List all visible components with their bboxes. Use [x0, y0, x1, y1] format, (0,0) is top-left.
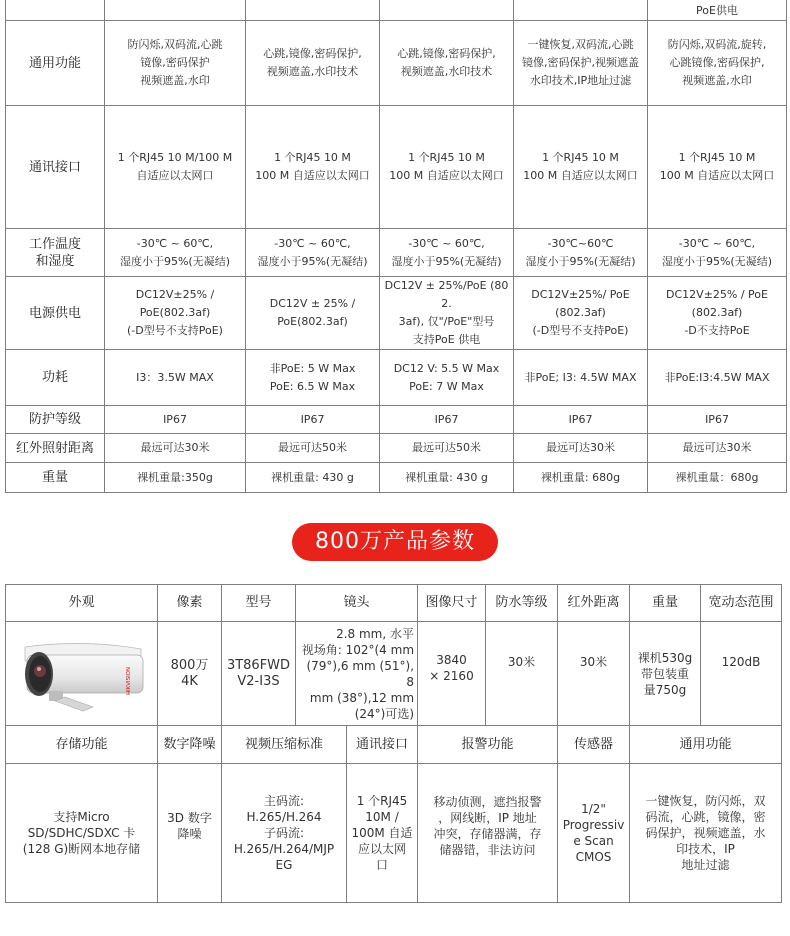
- header-cell: 报警功能: [418, 726, 558, 764]
- table-cell: 最远可达30米: [105, 434, 246, 463]
- interface-cell: 1 个RJ45 10M / 100M 自适 应以太网 口: [347, 764, 418, 903]
- table-cell: 心跳,镜像,密码保护, 视频遮盖,水印技术: [380, 21, 514, 106]
- table-row: [6, 585, 782, 622]
- table-cell: 裸机重量：680g: [648, 463, 787, 493]
- row-label: 防护等级: [6, 406, 105, 434]
- header-cell: 传感器: [558, 726, 630, 764]
- table-row: [6, 764, 782, 903]
- weight-cell: 裸机530g 带包装重 量750g: [630, 622, 701, 726]
- table-cell: 一键恢复,双码流,心跳 镜像,密码保护,视频遮盖 水印技术,IP地址过滤: [514, 21, 648, 106]
- table-cell: 防闪烁,双码流,心跳 镜像,密码保护 视频遮盖,水印: [105, 21, 246, 106]
- table-cell: 1 个RJ45 10 M 100 M 自适应以太网口: [246, 106, 380, 229]
- header-cell: 通讯接口: [347, 726, 418, 764]
- table-cell: -30℃ ~ 60℃, 湿度小于95%(无凝结): [105, 229, 246, 277]
- general-cell: 一键恢复，防闪烁，双 码流，心跳，镜像，密 码保护，视频遮盖，水 印技术，IP 地址过滤: [630, 764, 782, 903]
- row-label: 红外照射距离: [6, 434, 105, 463]
- table-row: [6, 0, 787, 21]
- pixel-cell: 800万 4K: [158, 622, 222, 726]
- table-cell: I3：3.5W MAX: [105, 350, 246, 406]
- row-label: 通讯接口: [6, 106, 105, 229]
- header-cell: 防水等级: [486, 585, 558, 622]
- table-cell: DC12V±25% / PoE (802.3af) -D不支持PoE: [648, 277, 787, 350]
- storage-cell: 支持Micro SD/SDHC/SDXC 卡 (128 G)断网本地存储: [6, 764, 158, 903]
- table-cell: 1 个RJ45 10 M 100 M 自适应以太网口: [380, 106, 514, 229]
- table-cell: DC12V ± 25% / PoE(802.3af): [246, 277, 380, 350]
- table-row: [6, 434, 787, 463]
- camera-image: [13, 633, 151, 715]
- header-cell: 像素: [158, 585, 222, 622]
- table-cell: DC12 V: 5.5 W Max PoE: 7 W Max: [380, 350, 514, 406]
- table-cell: IP67: [380, 406, 514, 434]
- image-size-cell: 3840 × 2160: [418, 622, 486, 726]
- table-cell: 裸机重量:350g: [105, 463, 246, 493]
- table-cell: DC12V ± 25%/PoE (802. 3af), 仅"/PoE"型号 支持PoE 供电: [380, 277, 514, 350]
- header-cell: 通用功能: [630, 726, 782, 764]
- header-cell: 重量: [630, 585, 701, 622]
- table-row: [6, 622, 782, 726]
- table-row: [6, 106, 787, 229]
- compression-cell: 主码流: H.265/H.264 子码流: H.265/H.264/MJP EG: [222, 764, 347, 903]
- table-cell: -30℃~60℃ 湿度小于95%(无凝结): [514, 229, 648, 277]
- table-cell: IP67: [514, 406, 648, 434]
- ir-distance-cell: 30米: [558, 622, 630, 726]
- table-cell: 非PoE: 5 W Max PoE: 6.5 W Max: [246, 350, 380, 406]
- header-cell: 视频压缩标准: [222, 726, 347, 764]
- section-title: 800万产品参数: [292, 523, 498, 561]
- header-cell: 数字降噪: [158, 726, 222, 764]
- sensor-cell: 1/2" Progressiv e Scan CMOS: [558, 764, 630, 903]
- dnr-cell: 3D 数字 降噪: [158, 764, 222, 903]
- table-cell: 最远可达30米: [648, 434, 787, 463]
- camera-logo-text: HIKVISION: [125, 666, 132, 695]
- table-cell: 1 个RJ45 10 M 100 M 自适应以太网口: [648, 106, 787, 229]
- table-row: [6, 277, 787, 350]
- model-cell: 3T86FWD V2-I3S: [222, 622, 296, 726]
- table-cell: 非PoE; I3: 4.5W MAX: [514, 350, 648, 406]
- row-label: 重量: [6, 463, 105, 493]
- table-cell: 裸机重量: 430 g: [380, 463, 514, 493]
- table-row: [6, 463, 787, 493]
- table-cell: DC12V±25%/ PoE (802.3af) (-D型号不支持PoE): [514, 277, 648, 350]
- table-row: [6, 21, 787, 106]
- table-cell: 1 个RJ45 10 M/100 M 自适应以太网口: [105, 106, 246, 229]
- table-cell: 最远可达50米: [380, 434, 514, 463]
- table-cell: -30℃ ~ 60℃, 湿度小于95%(无凝结): [380, 229, 514, 277]
- table-cell: 裸机重量: 680g: [514, 463, 648, 493]
- table-cell: IP67: [648, 406, 787, 434]
- table-cell: 最远可达30米: [514, 434, 648, 463]
- table-cell: 非PoE:I3:4.5W MAX: [648, 350, 787, 406]
- table-cell: -30℃ ~ 60℃, 湿度小于95%(无凝结): [246, 229, 380, 277]
- row-label: 电源供电: [6, 277, 105, 350]
- table-cell: IP67: [246, 406, 380, 434]
- table-cell: PoE供电: [648, 0, 787, 21]
- wdr-cell: 120dB: [701, 622, 782, 726]
- table-cell: 心跳,镜像,密码保护, 视频遮盖,水印技术: [246, 21, 380, 106]
- table-cell: DC12V±25% / PoE(802.3af) (-D型号不支持PoE): [105, 277, 246, 350]
- header-cell: 镜头: [296, 585, 418, 622]
- table-cell: 裸机重量: 430 g: [246, 463, 380, 493]
- table-cell: 防闪烁,双码流,旋转, 心跳镜像,密码保护, 视频遮盖,水印: [648, 21, 787, 106]
- header-cell: 图像尺寸: [418, 585, 486, 622]
- table-row: [6, 350, 787, 406]
- header-cell: 外观: [6, 585, 158, 622]
- table-row: [6, 406, 787, 434]
- header-cell: 型号: [222, 585, 296, 622]
- waterproof-cell: 30米: [486, 622, 558, 726]
- header-cell: 宽动态范围: [701, 585, 782, 622]
- table-row: [6, 726, 782, 764]
- row-label: 工作温度 和湿度: [6, 229, 105, 277]
- table-cell: 1 个RJ45 10 M 100 M 自适应以太网口: [514, 106, 648, 229]
- table-row: [6, 229, 787, 277]
- alarm-cell: 移动侦测，遮挡报警 ，网线断，IP 地址 冲突，存储器满，存 储器错，非法访问: [418, 764, 558, 903]
- spec-table: [5, 0, 787, 493]
- header-cell: 存储功能: [6, 726, 158, 764]
- header-cell: 红外距离: [558, 585, 630, 622]
- table-cell: IP67: [105, 406, 246, 434]
- table-cell: -30℃ ~ 60℃, 湿度小于95%(无凝结): [648, 229, 787, 277]
- row-label: 功耗: [6, 350, 105, 406]
- row-label: 通用功能: [6, 21, 105, 106]
- camera-image-cell: [6, 622, 158, 726]
- product-table: [5, 584, 782, 903]
- table-cell: 最远可达50米: [246, 434, 380, 463]
- lens-cell: 2.8 mm, 水平 视场角: 102°(4 mm (79°),6 mm (51°),8 mm (38°),12 mm (24°)可选): [296, 622, 418, 726]
